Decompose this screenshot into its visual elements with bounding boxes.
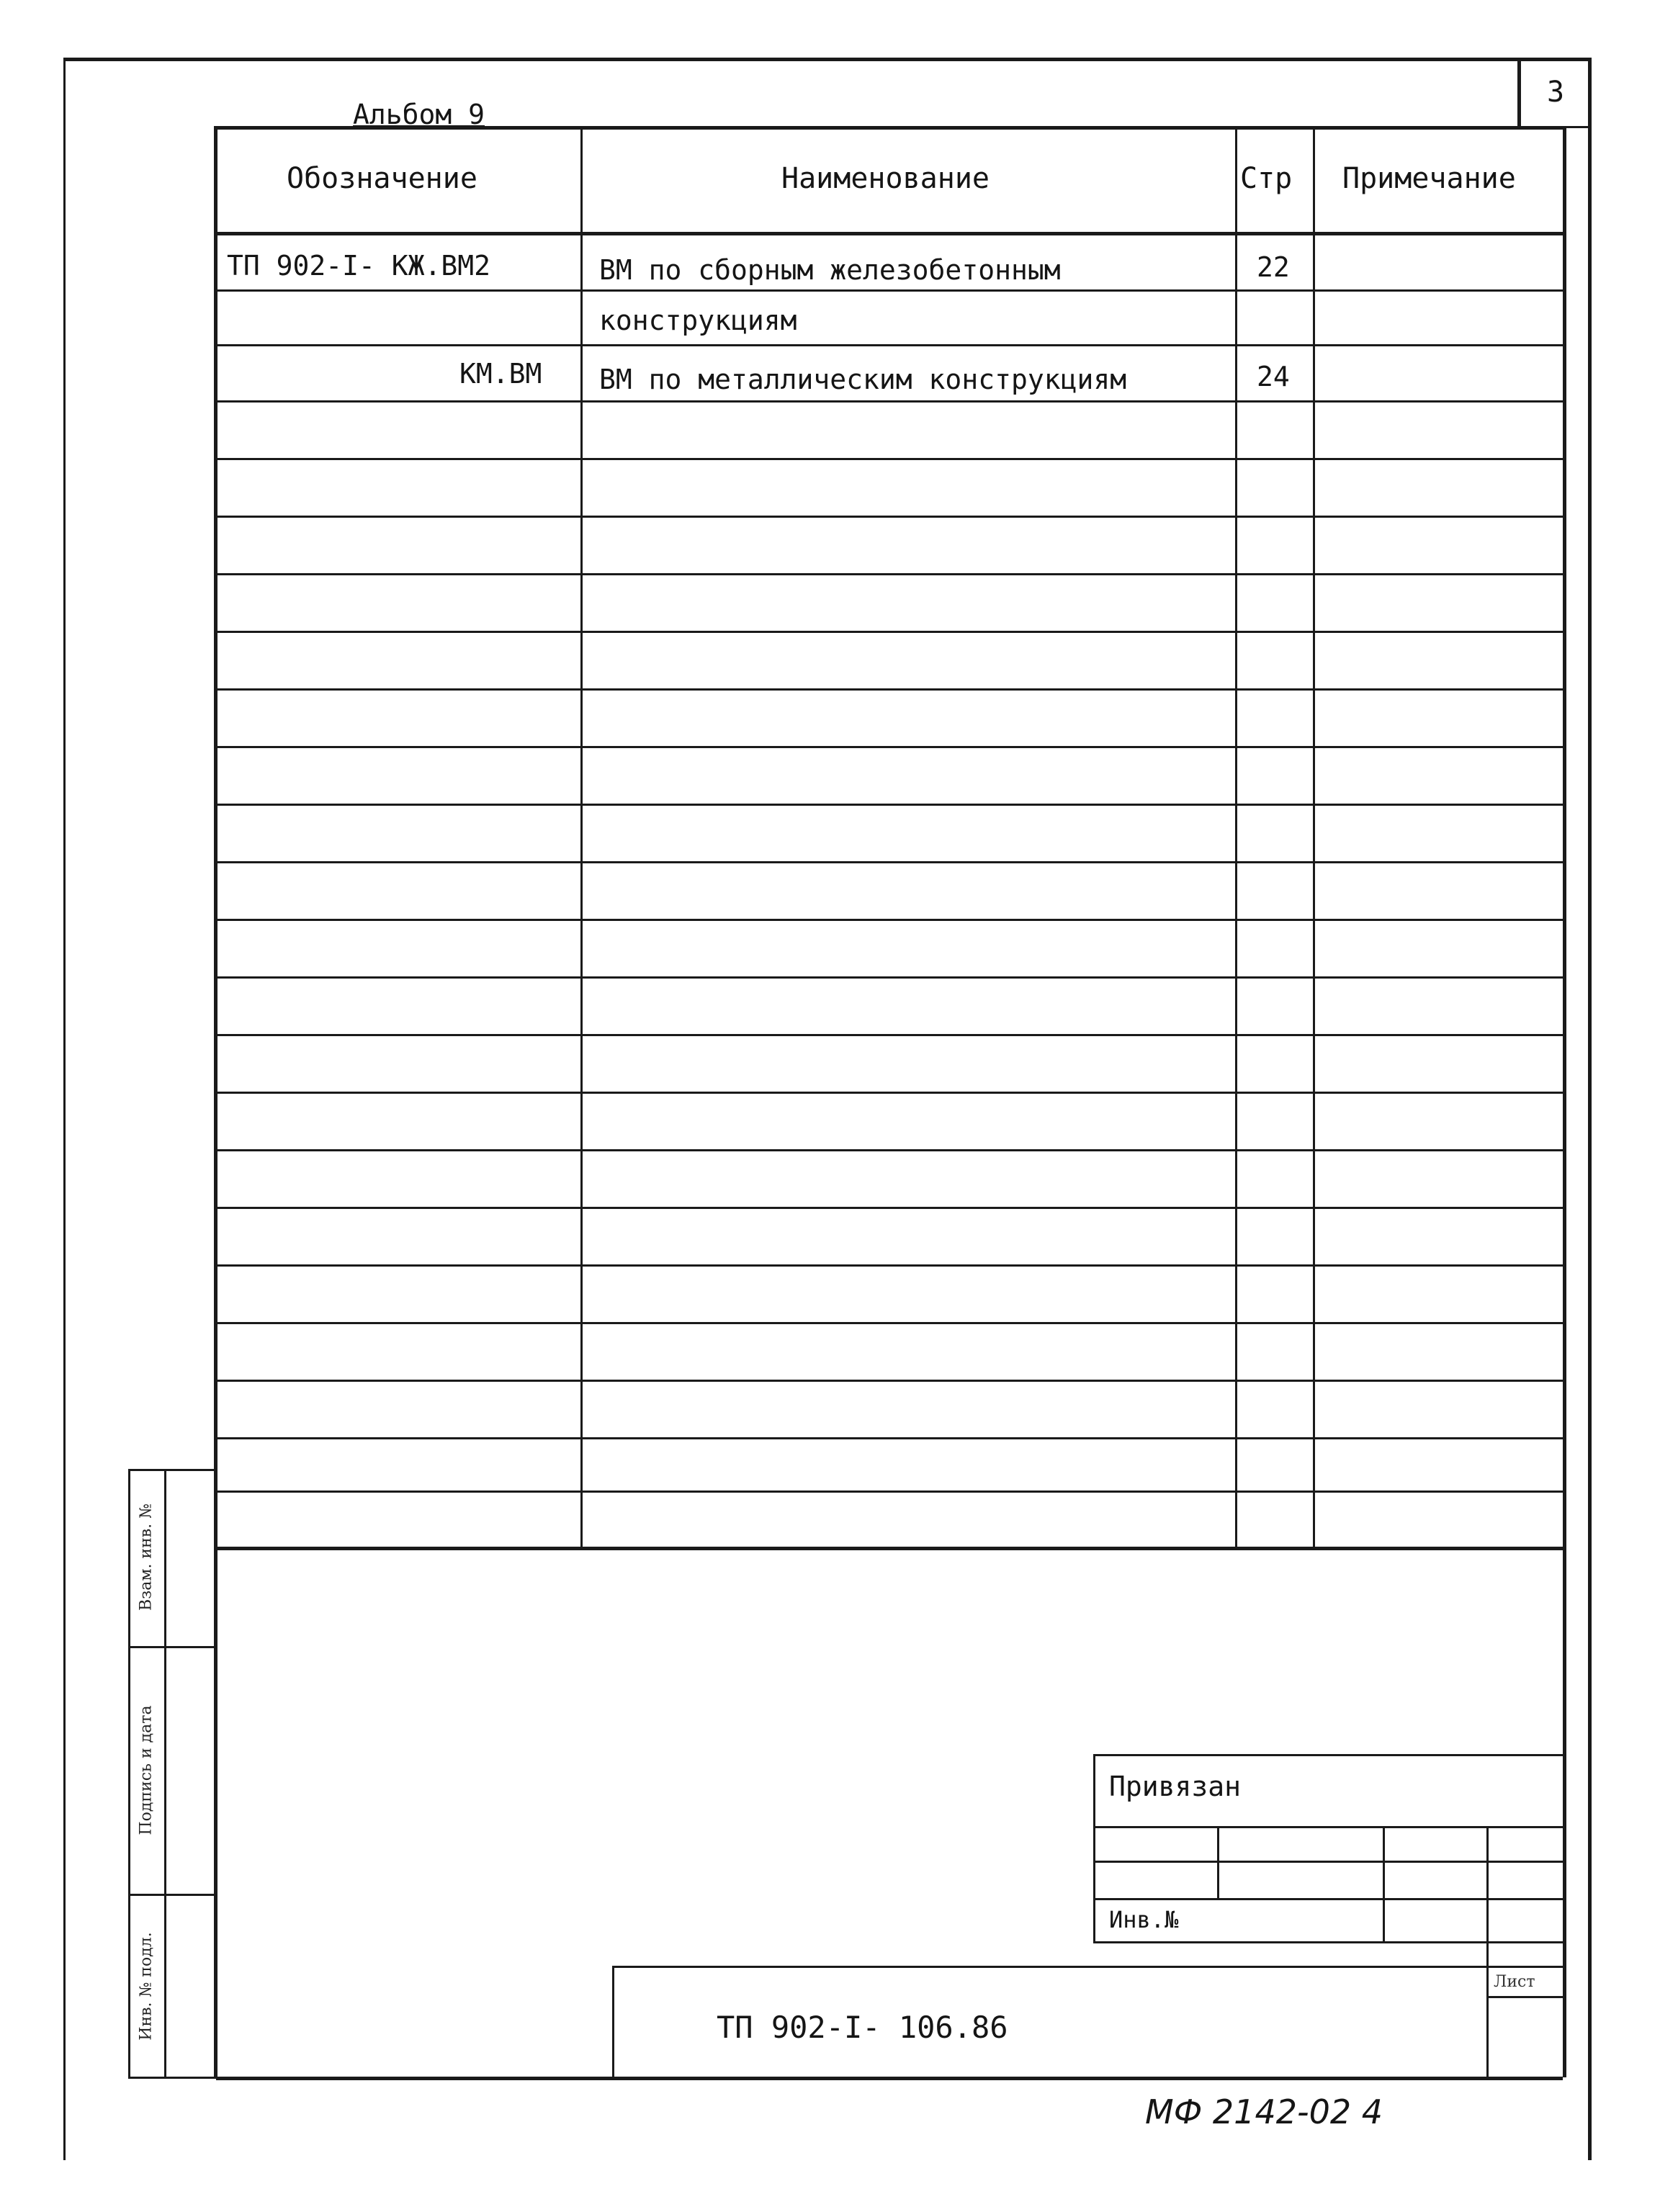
row-line: [214, 344, 1566, 346]
col-divider-2: [1235, 128, 1237, 1547]
header-note: Примечание: [1342, 162, 1516, 195]
inventory-label: Инв.№: [1109, 1906, 1179, 1933]
row-line: [214, 976, 1566, 979]
row-1-page: 22: [1257, 251, 1290, 283]
side-stamp-left: [128, 1469, 130, 2077]
row-line: [214, 573, 1566, 575]
row-line: [214, 1437, 1566, 1439]
col-divider-1: [580, 128, 583, 1547]
row-1-designation: ТП 902-I- КЖ.ВМ2: [227, 250, 491, 282]
binding-col-line: [1486, 1826, 1489, 2078]
binding-row-line: [1093, 1941, 1565, 1943]
row-3-name: ВМ по металлическим конструкциям: [599, 364, 1127, 395]
table-right-border: [1563, 126, 1566, 2077]
row-1-name: ВМ по сборным железобетонным: [599, 254, 1061, 286]
row-line: [214, 1092, 1566, 1094]
row-line: [214, 861, 1566, 863]
col-divider-3: [1313, 128, 1315, 1547]
side-stamp-sep-2: [128, 1894, 216, 1896]
frame-right-line: [1588, 58, 1592, 2160]
binding-row-line: [1093, 1826, 1565, 1828]
row-line: [214, 1322, 1566, 1324]
row-line: [214, 631, 1566, 633]
frame-left-line: [63, 58, 66, 2160]
row-3-page: 24: [1257, 361, 1290, 392]
header-name: Наименование: [781, 162, 990, 195]
album-label: Альбом 9: [353, 99, 485, 130]
page-number-box-left: [1517, 58, 1521, 126]
table-bottom-border: [214, 1547, 1566, 1550]
side-stamp-divider: [164, 1469, 166, 2077]
page-number: 3: [1547, 76, 1565, 109]
header-page: Стр: [1240, 162, 1293, 195]
table-left-border: [214, 126, 217, 2077]
side-label-original-inv: Инв. № подл.: [137, 1932, 156, 2041]
row-line: [214, 1207, 1566, 1209]
row-line: [214, 1491, 1566, 1493]
binding-label: Привязан: [1109, 1771, 1242, 1802]
sheet-label: Лист: [1494, 1973, 1535, 1991]
handwritten-note: МФ 2142-02 4: [1145, 2092, 1383, 2131]
frame-top-line: [65, 58, 1588, 61]
row-line: [214, 688, 1566, 691]
row-line: [214, 746, 1566, 748]
row-line: [214, 289, 1566, 292]
side-label-replace-inv: Взам. инв. №: [137, 1503, 156, 1611]
binding-row-line: [1093, 1898, 1565, 1900]
frame-bottom-line: [216, 2077, 1563, 2080]
header-bottom-border: [214, 232, 1566, 235]
table-top-border: [214, 126, 1566, 130]
title-block-top: [612, 1966, 1565, 1968]
row-line: [214, 1149, 1566, 1151]
binding-col-line: [1217, 1826, 1219, 1898]
side-stamp-sep-1: [128, 1646, 216, 1648]
row-line: [214, 804, 1566, 806]
row-line: [214, 919, 1566, 921]
row-line: [214, 458, 1566, 460]
sheet-cell-divider: [1486, 1996, 1565, 1998]
row-line: [214, 516, 1566, 518]
binding-left: [1093, 1754, 1095, 1941]
binding-col-line: [1383, 1826, 1385, 1941]
header-designation: Обозначение: [287, 162, 477, 195]
document-code: ТП 902-I- 106.86: [717, 2010, 1008, 2045]
row-line: [214, 400, 1566, 403]
binding-top: [1093, 1754, 1565, 1756]
row-line: [214, 1380, 1566, 1382]
row-2-name: конструкциям: [599, 305, 797, 336]
title-block-left: [612, 1966, 614, 2077]
side-stamp-bottom: [128, 2077, 216, 2079]
side-label-signature-date: Подпись и дата: [137, 1705, 156, 1835]
row-line: [214, 1264, 1566, 1267]
row-3-designation: КМ.ВМ: [459, 358, 542, 390]
row-line: [214, 1034, 1566, 1036]
binding-row-line: [1093, 1861, 1565, 1863]
